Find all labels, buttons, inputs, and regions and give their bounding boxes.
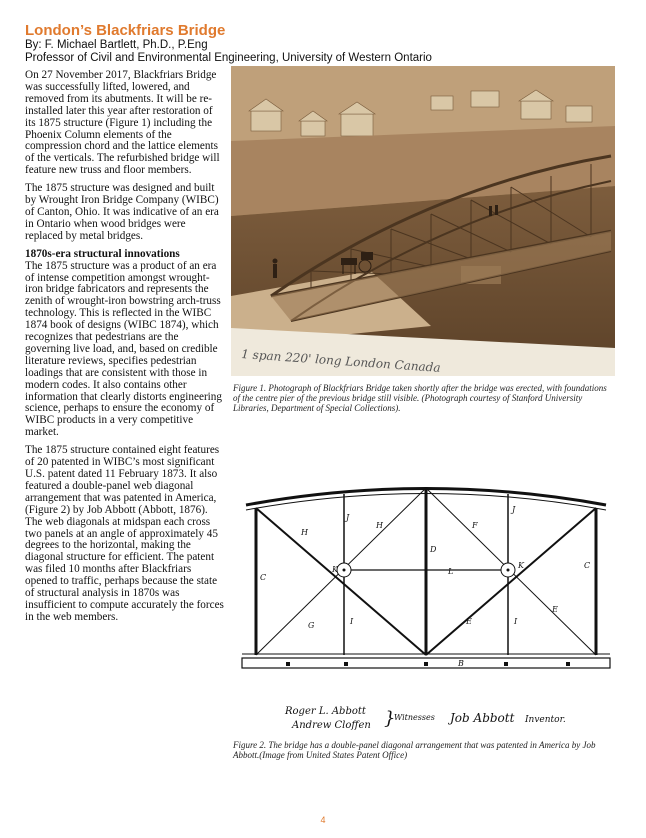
label-c-right: C bbox=[584, 561, 591, 570]
label-h-mid: H bbox=[376, 521, 383, 530]
witness-1-signature: Roger L. Abbott bbox=[285, 706, 366, 717]
page-number: 4 bbox=[320, 815, 326, 825]
label-g: G bbox=[308, 621, 315, 630]
article-title: London’s Blackfriars Bridge bbox=[25, 22, 226, 39]
signature-brace: } bbox=[384, 708, 396, 729]
author-byline bbox=[25, 39, 432, 65]
author-affiliation: Professor of Civil and Environmental Engineering, University of Western Ontario bbox=[25, 52, 432, 64]
witness-2-signature: Andrew Cloffen bbox=[292, 720, 371, 731]
body-paragraph: The 1875 structure contained eight features of 20 patented in WIBC’s most significant U.S. patent dated 11 February 1873. It also featured a double-panel web diagonal arrangement that was patented in America, (Figure 2) by Job Abbott (Abbott, 1876). The web diagonals at midspan each cross two panels at an angle of approximately 45 degrees to the horizontal, making the diagonal structure for efficient. The patent was filed 10 months after Blackfriars opened to traffic, perhaps because the state of structural analysis in 1870s was insufficient to compute accurately the forces in the web members. bbox=[25, 444, 224, 623]
label-j-right: J bbox=[512, 505, 516, 514]
label-c-left: C bbox=[260, 573, 267, 582]
label-i-right: I bbox=[514, 617, 518, 626]
body-paragraph: The 1875 structure was a product of an era of intense competition amongst wrought-iron bridge fabricators and represents the zenith of wrought-iron bowstring arch-truss technology. This is reflected in the WIBC 1874 book of designs (WIBC 1874), which recognizes that pedestrians are the governing live load, and, based on credible literature reviews, specifies pedestrian loadings that are consistent with those in modern codes. It also contains other information that clearly distorts engineering science, perhaps to ensure the economy of WIBC products in a very competitive market. bbox=[25, 259, 222, 439]
label-e-mid: E bbox=[466, 617, 472, 626]
label-i-left: I bbox=[350, 617, 354, 626]
label-b: B bbox=[458, 659, 464, 668]
figure-2-patent-drawing bbox=[236, 480, 616, 680]
section-heading: 1870s-era structural innovations bbox=[25, 247, 180, 260]
patent-signatures bbox=[280, 700, 600, 738]
label-e-right: E bbox=[552, 605, 558, 614]
label-j-left: J bbox=[346, 513, 350, 522]
body-paragraph: The 1875 structure was designed and built by Wrought Iron Bridge Company (WIBC) of Canton, Ohio. It was indicative of an era in Ontario when wood bridges were replaced by metal bridges. bbox=[25, 182, 219, 242]
label-k-right: K bbox=[518, 561, 524, 570]
figure-2-caption: Figure 2. The bridge has a double-panel diagonal arrangement that was patented in America by Job Abbott.(Image from United States Patent Office) bbox=[233, 740, 596, 761]
body-paragraph: On 27 November 2017, Blackfriars Bridge was successfully lifted, lowered, and removed from its abutments. It will be re-installed later this year after restoration of its 1875 structure (Figure 1) including the Phoenix Column elements of the compression chord and the lattice elements of the verticals. The refurbished bridge will feature new truss and floor members. bbox=[25, 69, 220, 177]
label-d: D bbox=[430, 545, 437, 554]
witnesses-word: Witnesses bbox=[394, 713, 435, 722]
label-l: L bbox=[448, 567, 454, 576]
label-k-left: K bbox=[332, 565, 338, 574]
article-body-column bbox=[25, 70, 225, 630]
label-f: F bbox=[472, 521, 478, 530]
figure-1-photograph bbox=[231, 66, 615, 376]
label-h-left: H bbox=[301, 528, 308, 537]
inventor-signature: Job Abbott bbox=[450, 711, 515, 725]
photo-handwritten-inscription: 1 span 220' long London Canada bbox=[240, 347, 441, 375]
author-name: By: F. Michael Bartlett, Ph.D., P.Eng bbox=[25, 39, 208, 51]
inventor-word: Inventor. bbox=[525, 715, 566, 725]
figure-1-caption: Figure 1. Photograph of Blackfriars Bridge taken shortly after the bridge was erected, with foundations of the centre pier of the previous bridge still visible. (Photograph courtesy of Stanford University Libraries, Department of Special Collections). bbox=[233, 383, 607, 414]
